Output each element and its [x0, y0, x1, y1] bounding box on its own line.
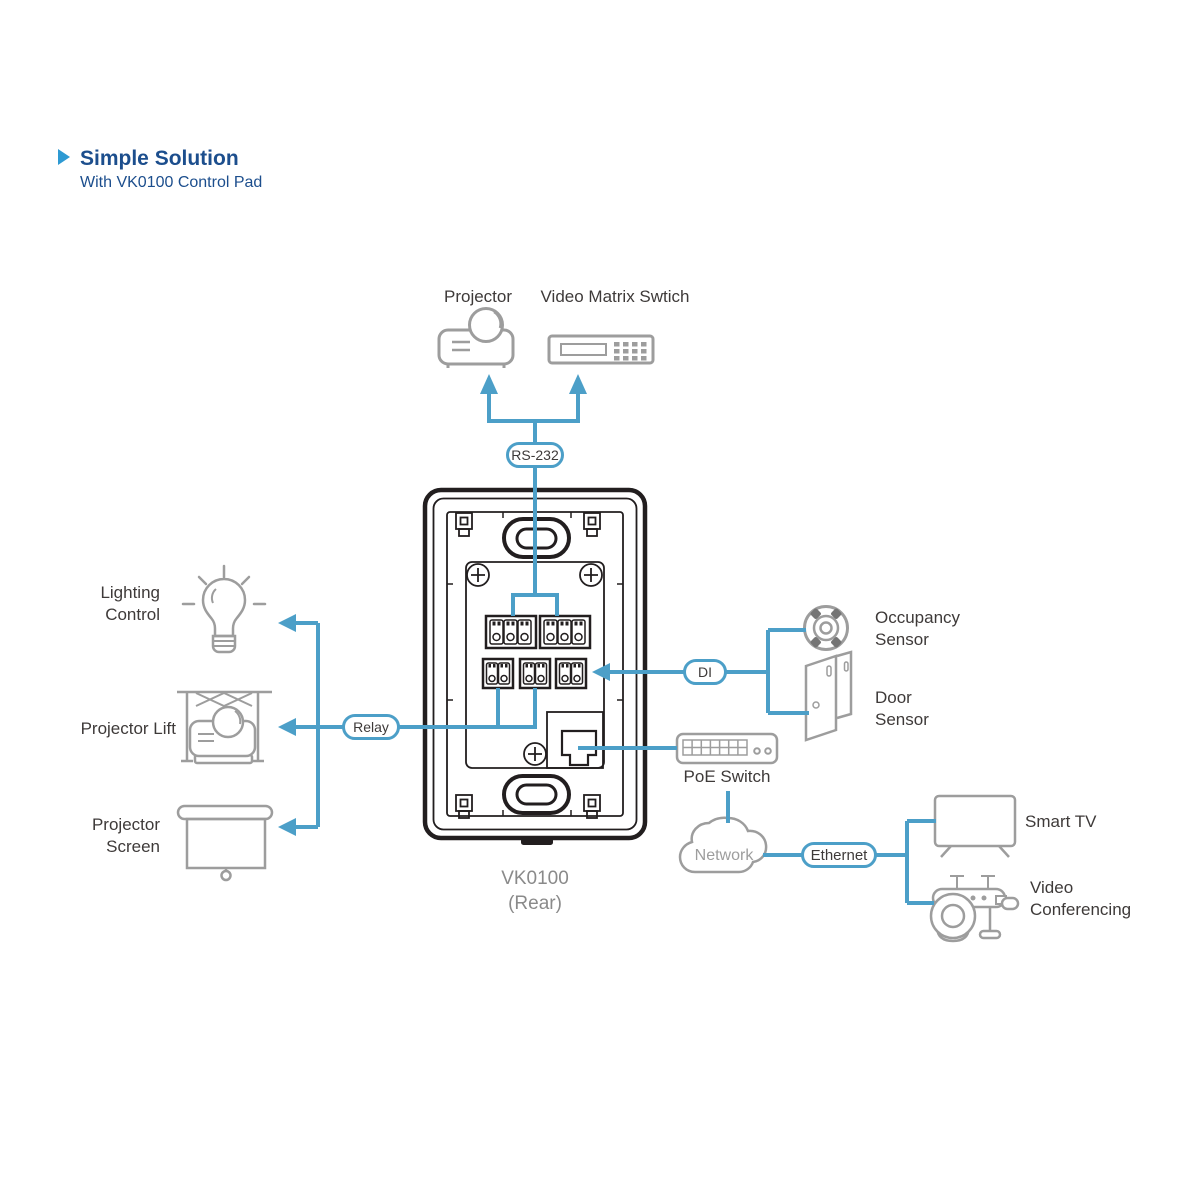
screw-top-right	[580, 564, 602, 586]
occupancy-sensor-line2: Sensor	[875, 630, 929, 649]
relay-terminal-block-1	[483, 659, 513, 688]
door-sensor-label	[875, 687, 929, 731]
door-sensor-line2: Sensor	[875, 710, 929, 729]
screw-top-left	[467, 564, 489, 586]
projector-label: Projector	[443, 287, 513, 306]
oval-cutout-bottom	[504, 776, 569, 813]
lighting-control-line1: Lighting	[100, 583, 160, 602]
lighting-control-line2: Control	[105, 605, 160, 624]
mount-clip-bottom-left	[456, 795, 472, 818]
arrowhead-to-lift	[278, 718, 296, 736]
occupancy-sensor-icon	[805, 607, 848, 650]
screw-bottom	[524, 743, 546, 765]
smart-tv-icon	[935, 796, 1015, 857]
rs232-terminal-block-1	[486, 616, 536, 648]
arrowhead-to-screen	[278, 818, 296, 836]
poe-switch-icon	[677, 734, 777, 763]
video-matrix-switch-label: Video Matrix Swtich	[540, 287, 690, 306]
di-pill: DI	[683, 659, 727, 685]
projector-screen-line1: Projector	[91, 815, 160, 834]
occupancy-sensor-line1: Occupancy	[875, 608, 961, 627]
relay-pill: Relay	[342, 714, 400, 740]
network-label: Network	[694, 847, 754, 864]
projector-screen-icon	[178, 806, 272, 880]
device-bottom-tab	[521, 838, 553, 845]
lighting-control-label	[60, 582, 160, 626]
projector-lift-icon	[177, 692, 272, 763]
arrowhead-to-di-port	[592, 663, 610, 681]
mount-clip-top-left	[456, 513, 472, 536]
poe-switch-label: PoE Switch	[683, 767, 771, 786]
projector-screen-label	[60, 814, 160, 858]
rs232-branch-line	[489, 392, 578, 443]
mount-clip-top-right	[584, 513, 600, 536]
projector-icon	[439, 309, 513, 369]
relay-line	[295, 688, 535, 727]
relay-terminal-block-2	[520, 659, 550, 688]
arrowhead-to-projector	[480, 374, 498, 394]
di-terminal-block	[556, 659, 586, 688]
projector-lift-label: Projector Lift	[80, 719, 176, 738]
arrowhead-to-matrix-switch	[569, 374, 587, 394]
video-conferencing-label	[1030, 877, 1131, 921]
page-title: Simple Solution	[80, 147, 239, 170]
rs232-pill: RS-232	[506, 442, 564, 468]
device-model: VK0100	[501, 868, 569, 889]
video-matrix-switch-icon	[549, 336, 653, 363]
door-sensor-line1: Door	[875, 688, 912, 707]
ethernet-pill: Ethernet	[801, 842, 877, 868]
mount-clip-bottom-right	[584, 795, 600, 818]
video-conferencing-line1: Video	[1030, 878, 1074, 897]
video-conferencing-icon	[931, 876, 1018, 941]
rj45-port	[547, 712, 603, 768]
smart-tv-label: Smart TV	[1025, 812, 1097, 831]
arrowhead-to-lighting	[278, 614, 296, 632]
device-view: (Rear)	[508, 893, 562, 914]
device-caption	[470, 866, 600, 916]
door-sensor-icon	[806, 652, 851, 740]
video-conferencing-line2: Conferencing	[1030, 900, 1132, 919]
occupancy-sensor-label	[875, 607, 960, 651]
projector-screen-line2: Screen	[106, 837, 160, 856]
light-bulb-icon	[183, 566, 265, 652]
rs232-terminal-block-2	[540, 616, 590, 648]
page-subtitle: With VK0100 Control Pad	[80, 174, 263, 191]
